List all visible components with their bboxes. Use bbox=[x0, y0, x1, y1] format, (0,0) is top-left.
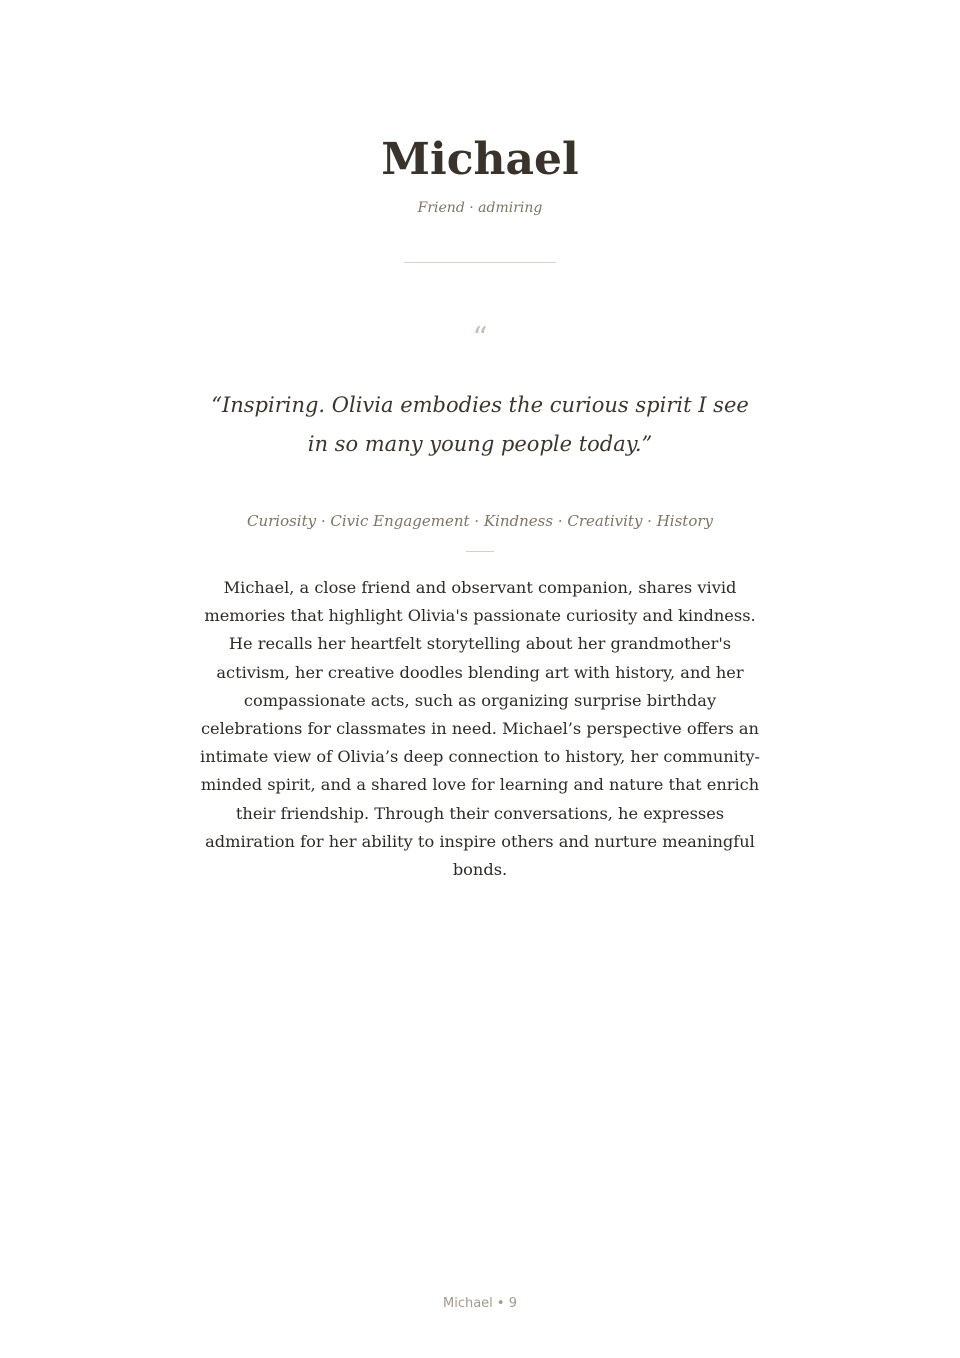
short-divider bbox=[466, 551, 494, 552]
divider bbox=[404, 262, 556, 263]
traits-list: Curiosity · Civic Engagement · Kindness · Creativity · History bbox=[246, 512, 714, 530]
page-footer: Michael • 9 bbox=[443, 1296, 517, 1311]
quote-mark-icon: “ bbox=[472, 321, 488, 356]
relationship-subtitle: Friend · admiring bbox=[417, 200, 543, 216]
body-paragraph: Michael, a close friend and observant companion, shares vivid memories that highlight Olivia's passionate curiosity and kindness. He recalls her heartfelt storytelling about her grandmother's activism, her creative doodles blending art with history, and her compassionate acts, such as organizing surprise birthday celebrations for classmates in need. Michael’s perspective offers an intimate view of Olivia’s deep connection to history, her community-minded spirit, and a shared love for learning and nature that enrich their friendship. Through their conversations, he expresses admiration for her ability to inspire others and nurture meaningful bonds. bbox=[200, 578, 760, 880]
pull-quote: “Inspiring. Olivia embodies the curious spirit I see in so many young people today.” bbox=[211, 393, 749, 456]
page-title: Michael bbox=[381, 134, 579, 185]
